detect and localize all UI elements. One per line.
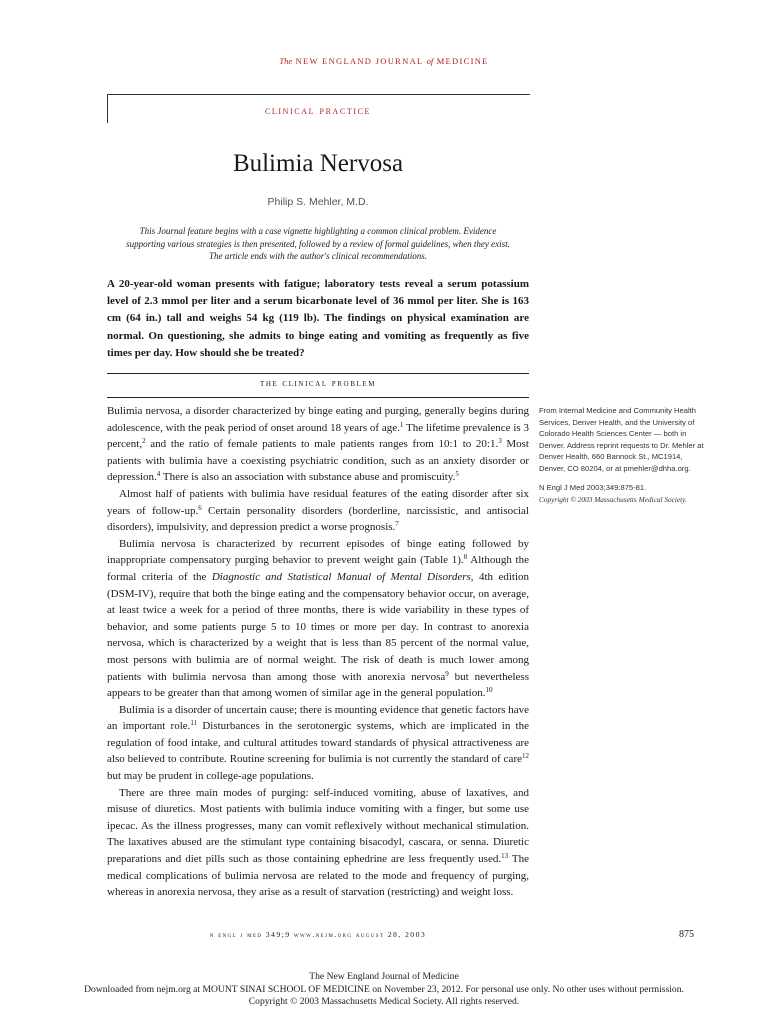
body-paragraph-1 [107,403,529,486]
body-paragraph-5 [107,785,529,901]
p4-text-b: Disturbances in the serotonergic systems, which are implicated in the regulation of food intake, and cultural attitudes toward standards of physical attractiveness are also believed to contribute. Routine screening for bulimia is not currently the standard of care [107,720,529,766]
article-title: Bulimia Nervosa [232,150,404,177]
reference-3: 3 [498,437,502,446]
journal-header-name: NEW ENGLAND JOURNAL [295,56,424,66]
reference-2: 2 [142,437,146,446]
p4-text-a: Bulimia is a disorder of uncertain cause; there is mounting evidence that genetic factors have an important role. [107,703,529,733]
feature-intro: This Journal feature begins with a case vignette highlighting a common clinical problem. Evidence supporting various strategies is then presented, followed by a review of formal guidelines, when they exist. The article ends with the author's clinical recommendations. [126,226,510,261]
reference-4: 4 [156,470,161,479]
p1-text-a: Bulimia nervosa, a disorder characterized by binge eating and purging, generally begins during adolescence, with the peak period of onset around 18 years of age. [107,405,529,434]
p3-text-c: 4th edition (DSM-IV), require that both the binge eating and the compensatory behavior occur, on average, at least twice a week for a period of three months, there is wide variability in these types of behavior, and some patients purge 5 to 10 times or more per day. In contrast to anorexia nervosa, which is characterized by a weight that is less than 85 percent of the normal value, most persons with bulimia are of normal weight. The risk of death is much lower among patients with bulimia nervosa than among those with anorexia nervosa [107,570,529,683]
author-byline: Philip S. Mehler, M.D. [267,196,369,208]
download-journal-name: The New England Journal of Medicine [309,971,459,982]
journal-header-of: of [426,56,434,66]
citation: N Engl J Med 2003;349:875-81. [539,483,647,492]
journal-header-medicine: MEDICINE [436,56,489,66]
author-affiliation: From Internal Medicine and Community Health Services, Denver Health, and the University of Colorado Health Sciences Center — both in Denver. Address reprint requests to Dr. Mehler at Denver Health, 660 Bannock St., MC1914, Denver, CO 80204, or at pmehler@dhha.org. [539,406,704,473]
download-copyright-line: Copyright © 2003 Massachusetts Medical Society. All rights reserved. [248,996,520,1007]
reference-9: 9 [445,669,449,678]
p1-text-b: The lifetime prevalence is 3 percent, [107,421,529,451]
p1-text-e: There is also an association with substance abuse and promiscuity. [160,471,456,484]
p5-text-b: The medical complications of bulimia nervosa are related to the mode and frequency of purging, whereas in anorexia nervosa, they arise as a result of starvation (restricting) and weight loss. [107,853,529,899]
reference-13: 13 [501,852,509,861]
article-sidebar [539,405,709,505]
case-vignette: A 20-year-old woman presents with fatigue; laboratory tests reveal a serum potassium level of 2.3 mmol per liter and a serum bicarbonate level of 36 mmol per liter. She is 163 cm (64 in.) tall and weighs 54 kg (119 lb). The findings on physical examination are normal. On questioning, she admits to binge eating and vomiting as frequently as five times per day. How should she be treated? [107,278,529,359]
p2-text-a: Almost half of patients with bulimia have residual features of the eating disorder after six years of follow-up. [107,487,529,517]
reference-7: 7 [395,520,399,529]
section-label: clinical practice [264,105,372,117]
body-paragraph-4 [107,702,529,785]
body-paragraph-3 [107,536,529,702]
section-rule-bottom [107,397,529,398]
download-notice [0,971,768,1009]
sidebar-copyright: Copyright © 2003 Massachusetts Medical Society. [539,494,687,504]
download-permission-line: Downloaded from nejm.org at MOUNT SINAI SCHOOL OF MEDICINE on November 23, 2012. For personal use only. No other uses without permission. [84,983,684,995]
reference-10: 10 [485,686,493,695]
page-number: 875 [679,929,694,940]
journal-header-the: The [279,56,293,66]
reference-6: 6 [198,503,202,512]
section-heading: the clinical problem [259,379,377,389]
dsm-title: Diagnostic and Statistical Manual of Mental Disorders, [211,570,474,583]
reference-11: 11 [190,719,198,728]
p5-text-a: There are three main modes of purging: self-induced vomiting, abuse of laxatives, and misuse of diuretics. Most patients with bulimia induce vomiting with a finger, but some use ipecac. As the illness progresses, many can vomit reflexively without mechanical stimulation. The laxatives abused are the stimulant type containing bisacodyl, cascara, or senna. Diuretic preparations and diet pills such as those containing ephedrine are less frequently used. [107,786,529,866]
p3-text-a: Bulimia nervosa is characterized by recurrent episodes of binge eating followed by inappropriate compensatory purging behavior to prevent weight gain (Table 1). [107,537,529,567]
p1-text-c: and the ratio of female patients to male patients ranges from 10:1 to 20:1. [145,438,499,451]
running-footer: n engl j med 349;9 www.nejm.org august 28, 2003 [209,930,427,939]
article-body [107,403,529,901]
p3-text-d: but nevertheless appears to be greater than that among women of similar age in the general population. [107,670,529,700]
p4-text-c: but may be prudent in college-age populations. [107,770,314,783]
p3-text-b: Although the formal criteria of the [107,554,529,583]
reference-8: 8 [463,553,468,562]
section-rule-top [107,373,529,374]
reference-1: 1 [399,420,404,429]
journal-header [0,56,768,66]
reference-5: 5 [455,470,459,479]
p2-text-b: Certain personality disorders (borderline, narcissistic, and antisocial disorders), impulsivity, and depression predict a worse prognosis. [107,504,529,534]
p1-text-d: Most patients with bulimia have a coexisting psychiatric condition, such as an anxiety disorder or depression. [107,438,529,484]
reference-12: 12 [522,752,529,761]
body-paragraph-2 [107,486,529,536]
